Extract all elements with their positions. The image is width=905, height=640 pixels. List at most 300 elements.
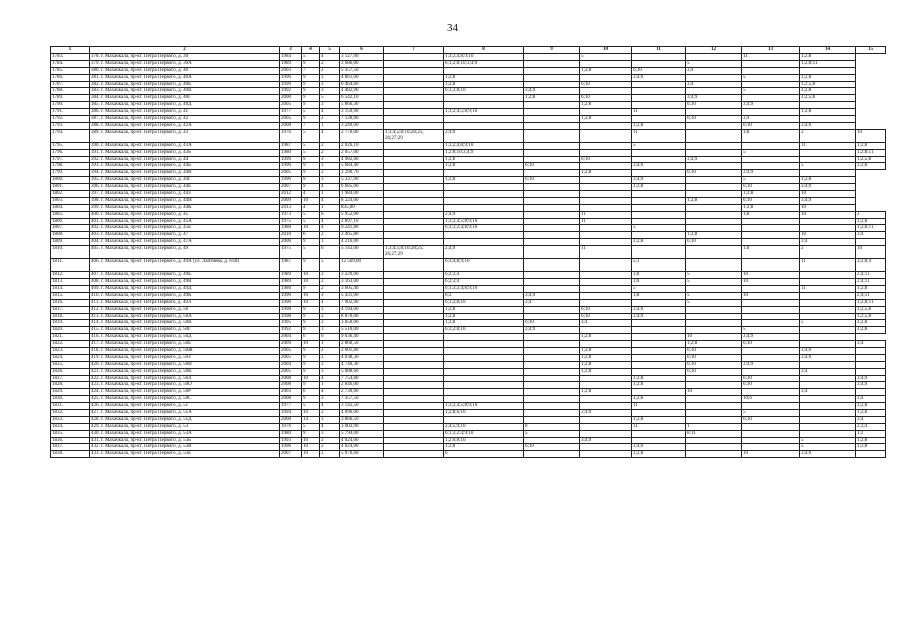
row-index: 1818. <box>52 313 64 319</box>
address-text: г. Махачкала, пр-кт. Петра Первого, д. 45Б <box>101 225 192 231</box>
address-text: г. Махачкала, пр-кт. Петра Первого, д. 44К <box>101 204 192 210</box>
local-index: 381. <box>91 74 100 80</box>
local-index: 425. <box>91 396 100 402</box>
data-cell: 3;4 <box>742 116 800 123</box>
data-cell: 2 <box>320 232 340 239</box>
data-cell: 1;2;8 <box>856 437 886 444</box>
data-cell: 5 <box>686 299 742 306</box>
local-index: 382. <box>91 81 100 87</box>
address-cell <box>90 444 280 451</box>
data-cell: 5 <box>742 409 800 416</box>
data-cell: 4 482,90 <box>340 88 384 95</box>
column-header: 11 <box>632 47 686 54</box>
data-cell: 1;2;8;11 <box>800 60 856 67</box>
data-cell: 2 <box>320 285 340 292</box>
address-cell <box>90 170 280 177</box>
local-index: 428. <box>91 416 100 422</box>
data-cell: 1989 <box>280 272 302 279</box>
data-cell: 7 902,90 <box>340 299 384 306</box>
data-cell <box>632 197 686 204</box>
data-cell: 1;8 <box>742 129 800 142</box>
data-cell: 11 <box>800 259 856 272</box>
data-cell: 1977 <box>280 403 302 410</box>
data-cell: 1;2;8 <box>856 327 886 334</box>
data-cell: 3 <box>320 368 340 375</box>
data-cell <box>384 327 444 334</box>
data-cell: 1;2;8 <box>524 95 580 102</box>
data-cell: 6;10 <box>686 368 742 375</box>
data-cell: 1;3;2;4;8;9;10 <box>444 54 524 61</box>
data-cell: 9 <box>302 354 320 361</box>
data-cell: 2 057,00 <box>340 149 384 156</box>
local-index: 389. <box>91 129 100 135</box>
address-text: г. Махачкала, пр-кт. Петра Первого, д. 50А <box>101 313 192 319</box>
table-row <box>51 74 886 81</box>
data-cell <box>742 403 800 410</box>
table-row <box>51 279 886 286</box>
data-cell: 1;3;2;4;5;8;9;10 <box>444 403 524 410</box>
data-cell <box>800 416 856 423</box>
data-cell <box>384 451 444 458</box>
data-cell: 3 <box>320 102 340 109</box>
row-index: 1784. <box>52 60 64 66</box>
data-cell <box>686 403 742 410</box>
row-number-cell <box>51 285 90 292</box>
row-number-cell <box>51 184 90 191</box>
data-cell <box>686 225 742 232</box>
data-cell <box>800 156 856 163</box>
row-number-cell <box>51 156 90 163</box>
data-cell: 1;2;5;8 <box>800 81 856 88</box>
data-cell <box>384 279 444 286</box>
address-cell <box>90 60 280 67</box>
row-index: 1790. <box>52 102 64 108</box>
row-index: 1788. <box>52 88 64 94</box>
data-cell <box>384 109 444 116</box>
data-cell: 1;2;8 <box>444 177 524 184</box>
data-cell <box>686 306 742 313</box>
data-cell <box>524 191 580 198</box>
data-cell <box>686 122 742 129</box>
data-cell: 5 <box>742 149 800 156</box>
address-text: г. Махачкала, пр-кт. Петра Первого, д. 44Е <box>101 184 192 190</box>
data-cell: 6 <box>320 211 340 218</box>
data-cell <box>632 246 686 259</box>
address-text: г. Махачкала, пр-кт. Петра Первого, д. 50Г <box>101 327 192 333</box>
data-cell: 1;2;8 <box>444 313 524 320</box>
data-cell <box>524 409 580 416</box>
data-cell <box>524 211 580 218</box>
address-text: г. Махачкала, пр-кт. Петра Первого, д. 50З <box>101 354 191 360</box>
table-row <box>51 225 886 232</box>
row-index: 1808. <box>52 232 64 238</box>
data-cell: 1;3;2;4;8;9;10 <box>444 142 524 149</box>
data-cell: 9 036,40 <box>340 334 384 341</box>
data-cell <box>384 163 444 170</box>
data-cell: 3;4;9 <box>580 409 632 416</box>
data-cell <box>632 299 686 306</box>
address-cell <box>90 177 280 184</box>
data-cell: 1;8 <box>632 272 686 279</box>
data-cell <box>632 81 686 88</box>
address-cell <box>90 88 280 95</box>
data-cell: 5 <box>302 423 320 430</box>
address-cell <box>90 163 280 170</box>
data-cell: 12 569,00 <box>340 259 384 272</box>
data-cell <box>384 423 444 430</box>
data-cell: 6 <box>302 232 320 239</box>
data-cell <box>580 109 632 116</box>
data-cell <box>686 313 742 320</box>
data-cell <box>524 204 580 211</box>
data-cell: 8 224,00 <box>340 197 384 204</box>
row-index: 1801. <box>52 184 64 190</box>
data-cell: 6;1;2;8;10 <box>444 327 524 334</box>
data-cell: 2;4;9 <box>444 211 524 218</box>
data-cell: 6;10 <box>686 170 742 177</box>
row-index: 1825. <box>52 361 64 367</box>
table-row <box>51 382 886 389</box>
row-number-cell <box>51 259 90 272</box>
data-cell <box>384 232 444 239</box>
data-cell: 6;10 <box>686 354 742 361</box>
data-cell: 9 241,80 <box>340 225 384 232</box>
data-cell: 4 024,00 <box>340 437 384 444</box>
data-cell <box>632 211 686 218</box>
data-cell <box>632 170 686 177</box>
data-cell: 11 <box>580 218 632 225</box>
table-row <box>51 149 886 156</box>
data-cell <box>632 347 686 354</box>
data-cell: 6;1;2;8;10 <box>444 88 524 95</box>
data-cell: 2 846,00 <box>340 382 384 389</box>
data-cell: 9 <box>302 259 320 272</box>
row-number-cell <box>51 430 90 437</box>
data-cell <box>384 396 444 403</box>
address-text: г. Махачкала, пр-кт. Петра Первого, д. 50 <box>101 306 189 312</box>
data-cell: 5 <box>524 430 580 437</box>
data-cell <box>580 74 632 81</box>
address-text: г. Махачкала, пр-кт. Петра Первого, д. 53В <box>101 444 192 450</box>
address-text: г. Махачкала, пр-кт. Петра Первого, д. 49В <box>101 279 192 285</box>
data-cell: 10 <box>302 225 320 232</box>
address-cell <box>90 334 280 341</box>
data-cell: 1984 <box>280 54 302 61</box>
address-text: г. Махачкала, пр-кт. Петра Первого, д. 44З <box>101 191 191 197</box>
data-cell: 2012 <box>280 191 302 198</box>
column-header: 7 <box>384 47 444 54</box>
address-cell <box>90 67 280 74</box>
data-cell: 1 <box>686 423 742 430</box>
local-index: 392. <box>91 156 100 162</box>
table-row <box>51 306 886 313</box>
data-cell: 4 740,30 <box>340 361 384 368</box>
data-cell <box>686 259 742 272</box>
address-cell <box>90 416 280 423</box>
data-cell: 6;10 <box>524 163 580 170</box>
data-cell: 9 <box>302 396 320 403</box>
address-cell <box>90 347 280 354</box>
address-text: г. Махачкала, пр-кт. Петра Первого, д. 51 <box>101 403 189 409</box>
data-cell <box>580 416 632 423</box>
address-text: г. Махачкала, пр-кт. Петра Первого, д. 53Е <box>101 451 192 457</box>
table-row <box>51 177 886 184</box>
local-index: 393. <box>91 163 100 169</box>
data-cell: 5 <box>800 163 856 170</box>
data-cell: 1;2;5;8 <box>856 313 886 320</box>
address-cell <box>90 74 280 81</box>
data-cell <box>444 239 524 246</box>
data-cell <box>686 444 742 451</box>
address-text: г. Махачкала, пр-кт. Петра Первого, д. 53А <box>101 430 192 436</box>
data-cell: 1;2;8 <box>686 341 742 348</box>
data-cell: 3;4;9 <box>800 451 856 458</box>
data-cell: 5 <box>632 142 686 149</box>
data-cell <box>524 368 580 375</box>
local-index: 400. <box>91 211 100 217</box>
data-cell: 1975 <box>280 246 302 259</box>
data-cell: 3 <box>320 430 340 437</box>
row-number-cell <box>51 109 90 116</box>
data-cell: 7 <box>302 67 320 74</box>
table-row <box>51 116 886 123</box>
data-cell <box>580 299 632 306</box>
table-row <box>51 416 886 423</box>
local-index: 394. <box>91 170 100 176</box>
data-cell: 11 <box>632 403 686 410</box>
local-index: 407. <box>91 272 100 278</box>
data-cell: 6 <box>320 334 340 341</box>
row-index: 1793. <box>52 122 64 128</box>
data-cell: 2 <box>800 246 856 259</box>
data-cell <box>686 327 742 334</box>
data-cell: 3 850,00 <box>340 320 384 327</box>
data-cell: 10 <box>742 292 800 299</box>
data-cell: 1;2;8 <box>800 74 856 81</box>
data-cell <box>384 204 444 211</box>
data-cell: 1996 <box>280 177 302 184</box>
table-row <box>51 95 886 102</box>
data-cell <box>580 292 632 299</box>
local-index: 383. <box>91 88 100 94</box>
data-cell: 4 <box>320 197 340 204</box>
data-cell: 4 194,00 <box>340 306 384 313</box>
data-cell: 3;4 <box>686 81 742 88</box>
data-cell: 9 <box>302 306 320 313</box>
address-text: г. Махачкала, пр-кт. Петра Первого, д. 43Б <box>101 149 192 155</box>
row-number-cell <box>51 313 90 320</box>
data-cell: 1;2;8 <box>856 320 886 327</box>
data-cell: 6 685,00 <box>340 184 384 191</box>
data-cell <box>686 142 742 149</box>
data-cell: 1;2;8 <box>444 81 524 88</box>
data-cell <box>580 204 632 211</box>
data-cell: 6;1;2;8;10 <box>444 299 524 306</box>
data-cell: 8 870,00 <box>340 313 384 320</box>
address-cell <box>90 142 280 149</box>
data-cell: 2 <box>320 272 340 279</box>
data-cell <box>580 272 632 279</box>
data-cell: 3;4 <box>856 232 886 239</box>
data-cell <box>742 225 800 232</box>
address-cell <box>90 272 280 279</box>
address-cell <box>90 437 280 444</box>
data-cell: 4 <box>320 375 340 382</box>
row-index: 1836. <box>52 437 64 443</box>
row-index: 1817. <box>52 306 64 312</box>
data-cell: 3;4;9 <box>742 102 800 109</box>
address-text: г. Махачкала, пр-кт. Петра Первого, д. 50Е <box>101 341 192 347</box>
data-cell <box>384 416 444 423</box>
data-cell <box>742 239 800 246</box>
data-cell: 1;2;8 <box>742 191 800 198</box>
row-number-cell <box>51 95 90 102</box>
table-row <box>51 430 886 437</box>
data-cell <box>524 416 580 423</box>
data-cell <box>384 292 444 299</box>
data-cell: 1;8 <box>742 211 800 218</box>
row-number-cell <box>51 142 90 149</box>
data-cell <box>524 156 580 163</box>
data-cell: 9 <box>302 430 320 437</box>
address-text: г. Махачкала, пр-кт. Петра Первого, д. 40В <box>101 88 192 94</box>
data-cell: 6;10 <box>580 306 632 313</box>
data-cell: 3;4;9 <box>856 382 886 389</box>
address-text: г. Махачкала, пр-кт. Петра Первого, д. 43А <box>101 142 192 148</box>
data-cell: 1989 <box>280 279 302 286</box>
address-text: г. Махачкала, пр-кт. Петра Первого, д. 50Л <box>101 375 192 381</box>
data-cell: 9 <box>302 313 320 320</box>
address-text: г. Махачкала, пр-кт. Петра Первого, д. 40Г <box>101 95 192 101</box>
row-number-cell <box>51 437 90 444</box>
table-row <box>51 218 886 225</box>
data-cell <box>384 102 444 109</box>
data-cell <box>444 389 524 396</box>
data-cell <box>800 292 856 299</box>
local-index: 419. <box>91 354 100 360</box>
local-index: 398. <box>91 197 100 203</box>
data-cell <box>580 423 632 430</box>
local-index: 410. <box>91 292 100 298</box>
data-cell <box>686 88 742 95</box>
data-cell <box>632 341 686 348</box>
data-cell: 7 754,80 <box>340 375 384 382</box>
data-cell <box>800 272 856 279</box>
data-cell: 8 <box>524 423 580 430</box>
data-cell <box>856 368 886 375</box>
local-index: 431. <box>91 437 100 443</box>
table-row <box>51 156 886 163</box>
data-cell <box>632 102 686 109</box>
address-text: г. Махачкала, пр-кт. Петра Первого, д. 42А <box>101 122 192 128</box>
data-cell: 1 <box>320 239 340 246</box>
address-cell <box>90 368 280 375</box>
address-text: г. Махачкала, пр-кт. Петра Первого, д. 51Д <box>101 416 192 422</box>
address-cell <box>90 149 280 156</box>
table-row <box>51 341 886 348</box>
row-number-cell <box>51 292 90 299</box>
data-cell: 1;2;8 <box>632 122 686 129</box>
row-index: 1786. <box>52 74 64 80</box>
row-number-cell <box>51 403 90 410</box>
address-cell <box>90 382 280 389</box>
data-cell: 6;10 <box>742 416 800 423</box>
data-cell: 1;2;8 <box>632 184 686 191</box>
data-cell: 2000 <box>280 95 302 102</box>
data-cell <box>384 272 444 279</box>
data-cell <box>524 142 580 149</box>
data-cell <box>384 116 444 123</box>
data-cell <box>686 54 742 61</box>
data-cell: 11 <box>580 246 632 259</box>
row-number-cell <box>51 382 90 389</box>
data-cell <box>632 437 686 444</box>
data-cell <box>524 67 580 74</box>
data-cell <box>384 259 444 272</box>
data-cell: 4 861,00 <box>340 74 384 81</box>
row-index: 1800. <box>52 177 64 183</box>
data-cell: 6;10 <box>742 341 800 348</box>
data-cell: 1;2;8 <box>856 142 886 149</box>
data-cell: 3 866,50 <box>340 416 384 423</box>
data-cell <box>580 375 632 382</box>
data-cell: 2 <box>320 67 340 74</box>
row-number-cell <box>51 327 90 334</box>
data-cell: 2007 <box>280 184 302 191</box>
data-cell: 6;1;3;2;4;8;9;10 <box>444 225 524 232</box>
data-cell <box>384 444 444 451</box>
data-cell: 9 <box>302 177 320 184</box>
address-text: г. Махачкала, пр-кт. Петра Первого, д. 50С <box>101 396 192 402</box>
data-cell: 1;2;8 <box>686 197 742 204</box>
table-row <box>51 347 886 354</box>
data-cell: 10 <box>742 451 800 458</box>
local-index: 414. <box>91 320 100 326</box>
table-row <box>51 292 886 299</box>
row-number-cell <box>51 232 90 239</box>
data-cell: 9 <box>302 102 320 109</box>
data-cell <box>580 88 632 95</box>
row-index: 1837. <box>52 444 64 450</box>
data-cell: 1;2;8 <box>580 334 632 341</box>
local-index: 379. <box>91 60 100 66</box>
data-cell: 3 <box>320 327 340 334</box>
data-cell: 9 <box>302 184 320 191</box>
address-text: г. Махачкала, пр-кт. Петра Первого, д. 50Ж <box>101 347 193 353</box>
data-cell: 1;2;8 <box>580 361 632 368</box>
data-cell <box>632 156 686 163</box>
data-cell: 5 070,60 <box>340 451 384 458</box>
data-cell <box>524 334 580 341</box>
data-cell: 2;4;5;9;10 <box>444 423 524 430</box>
data-cell: 2 <box>856 211 886 218</box>
data-cell: 3;4 <box>686 67 742 74</box>
data-cell <box>742 423 800 430</box>
data-cell: 5 684,40 <box>340 163 384 170</box>
data-cell: 3 <box>320 292 340 299</box>
data-cell: 2005 <box>280 102 302 109</box>
data-cell: 2004 <box>280 334 302 341</box>
data-cell: 10 <box>800 204 856 211</box>
page-number: 34 <box>447 22 458 34</box>
data-cell <box>524 149 580 156</box>
data-cell <box>632 149 686 156</box>
table-row <box>51 88 886 95</box>
data-cell: 6;3 <box>444 292 524 299</box>
local-index: 412. <box>91 306 100 312</box>
data-cell <box>800 423 856 430</box>
row-index: 1815. <box>52 292 64 298</box>
